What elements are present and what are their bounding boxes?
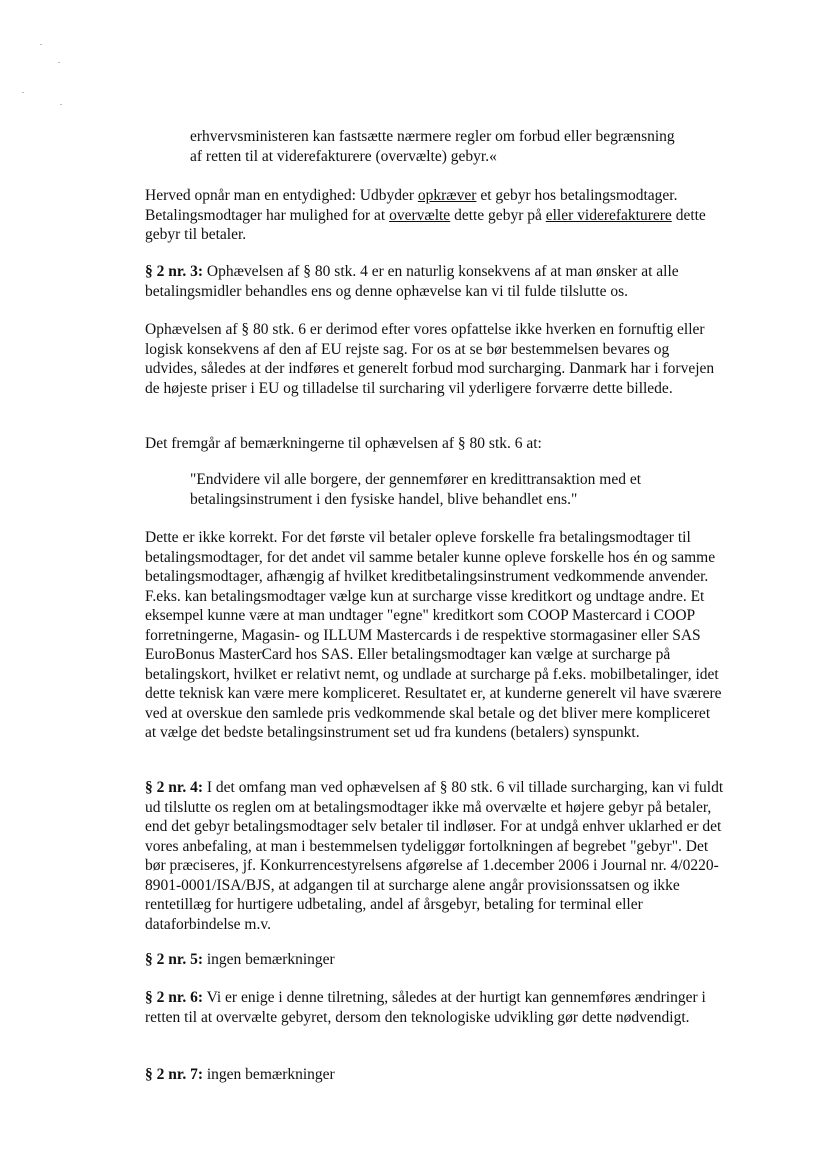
paragraph-nr6	[145, 988, 725, 1027]
paragraph-text: Vi er enige i denne tilretning, således at der hurtigt kan gennemføres ændringer i retten til at overvælte gebyret, dersom den teknologiske udvikling gør dette nødvendigt.	[145, 989, 706, 1026]
scan-speck	[58, 62, 60, 63]
quote-line: betalingsinstrument i den fysiske handel, blive behandlet ens."	[190, 490, 578, 508]
quote-block-1	[190, 127, 730, 166]
text-run: et gebyr hos betalingsmodtager. Betalingsmodtager har mulighed for at	[145, 187, 678, 224]
underlined-text: opkræver	[417, 187, 477, 204]
section-label: § 2 nr. 5:	[145, 951, 203, 968]
paragraph-text: ingen bemærkninger	[203, 951, 335, 968]
scan-speck	[40, 44, 42, 45]
quote-line: af retten til at viderefakturere (overvælte) gebyr.«	[190, 147, 497, 165]
paragraph-text: Ophævelsen af § 80 stk. 4 er en naturlig konsekvens af at man ønsker at alle betalingsmidler behandles ens og denne ophævelse kan vi til fulde tilslutte os.	[145, 263, 679, 300]
text-run: Herved opnår man en entydighed: Udbyder	[145, 187, 418, 204]
text-run: dette gebyr på	[450, 206, 546, 224]
paragraph-text: ingen bemærkninger	[203, 1066, 335, 1083]
scan-speck	[22, 92, 24, 93]
paragraph-stk6: Ophævelsen af § 80 stk. 6 er derimod efter vores opfattelse ikke hverken en fornuftig eller logisk konsekvens af den af EU rejste sag. For os at se bør bestemmelsen bevares og udvides, således at der indføres et generelt forbud mod surcharging. Danmark har i forvejen de højeste priser i EU og tilladelse til surcharing vil yderligere forværre dette billede.	[145, 321, 715, 397]
scan-speck	[60, 104, 62, 105]
paragraph-nr7	[145, 1065, 725, 1085]
paragraph-nr3	[145, 262, 725, 301]
text-run: dette gebyr til betaler.	[145, 206, 706, 243]
paragraph-nr4	[145, 778, 725, 934]
paragraph-korrekt: Dette er ikke korrekt. For det første vil betaler opleve forskelle fra betalingsmodtager til betalingsmodtager, for det andet vil samme betaler kunne opleve forskelle hos én og samme betalingsmodtager, afhængig af hvilket kreditbetalingsinstrument vedkommende anvender. F.eks. kan betalingsmodtager vælge kun at surcharge visse kreditkort og undtage andre. Et eksempel kunne være at man undtager "egne" kreditkort som COOP Mastercard i COOP forretningerne, Magasin- og ILLUM Mastercards i de respektive stormagasiner eller SAS EuroBonus MasterCard hos SAS. Eller betalingsmodtager kan vælge at surcharge på betalingskort, hvilket er relativt nemt, og undlade at surcharge på f.eks. mobilbetalinger, idet dette teknisk kan være mere kompliceret. Resultatet er, at kunderne generelt vil have sværere ved at overskue den samlede pris vedkommende skal betale og det bliver mere kompliceret at vælge det bedste betalingsinstrument set ud fra kundens (betalers) synspunkt.	[145, 529, 722, 741]
underlined-text: overvælte	[389, 206, 451, 224]
paragraph-herved	[145, 186, 725, 245]
paragraph-text: I det omfang man ved ophævelsen af § 80 stk. 6 vil tillade surcharging, kan vi fuldt ud tilslutte os reglen om at betalingsmodtager ikke må overvælte et højere gebyr på betaler, end det gebyr betalingsmodtager selv betaler til indløser. For at undgå enhver uklarhed er det vores anbefaling, at man i bestemmelsen tydeliggør fortolkningen af begrebet "gebyr". Det bør præciseres, jf. Konkurrencestyrelsens afgørelse af 1.december 2006 i Journal nr. 4/0220-8901-0001/ISA/BJS, at adgangen til at surcharge alene angår provisionssatsen og ikke rentetillæg for hurtigere udbetaling, andel af årsgebyr, betaling for terminal eller dataforbindelse m.v.	[145, 779, 724, 933]
section-label: § 2 nr. 4:	[145, 779, 203, 796]
paragraph-fremgaar: Det fremgår af bemærkningerne til ophævelsen af § 80 stk. 6 at:	[145, 435, 542, 452]
quote-block-2	[190, 470, 730, 509]
section-label: § 2 nr. 6:	[145, 989, 203, 1006]
underlined-text: eller viderefakturere	[545, 206, 672, 224]
section-label: § 2 nr. 3:	[145, 263, 203, 280]
quote-line: erhvervsministeren kan fastsætte nærmere regler om forbud eller begrænsning	[190, 128, 675, 145]
quote-line: "Endvidere vil alle borgere, der gennemfører en kredittransaktion med et	[190, 471, 642, 488]
paragraph-nr5	[145, 950, 725, 970]
section-label: § 2 nr. 7:	[145, 1066, 203, 1083]
